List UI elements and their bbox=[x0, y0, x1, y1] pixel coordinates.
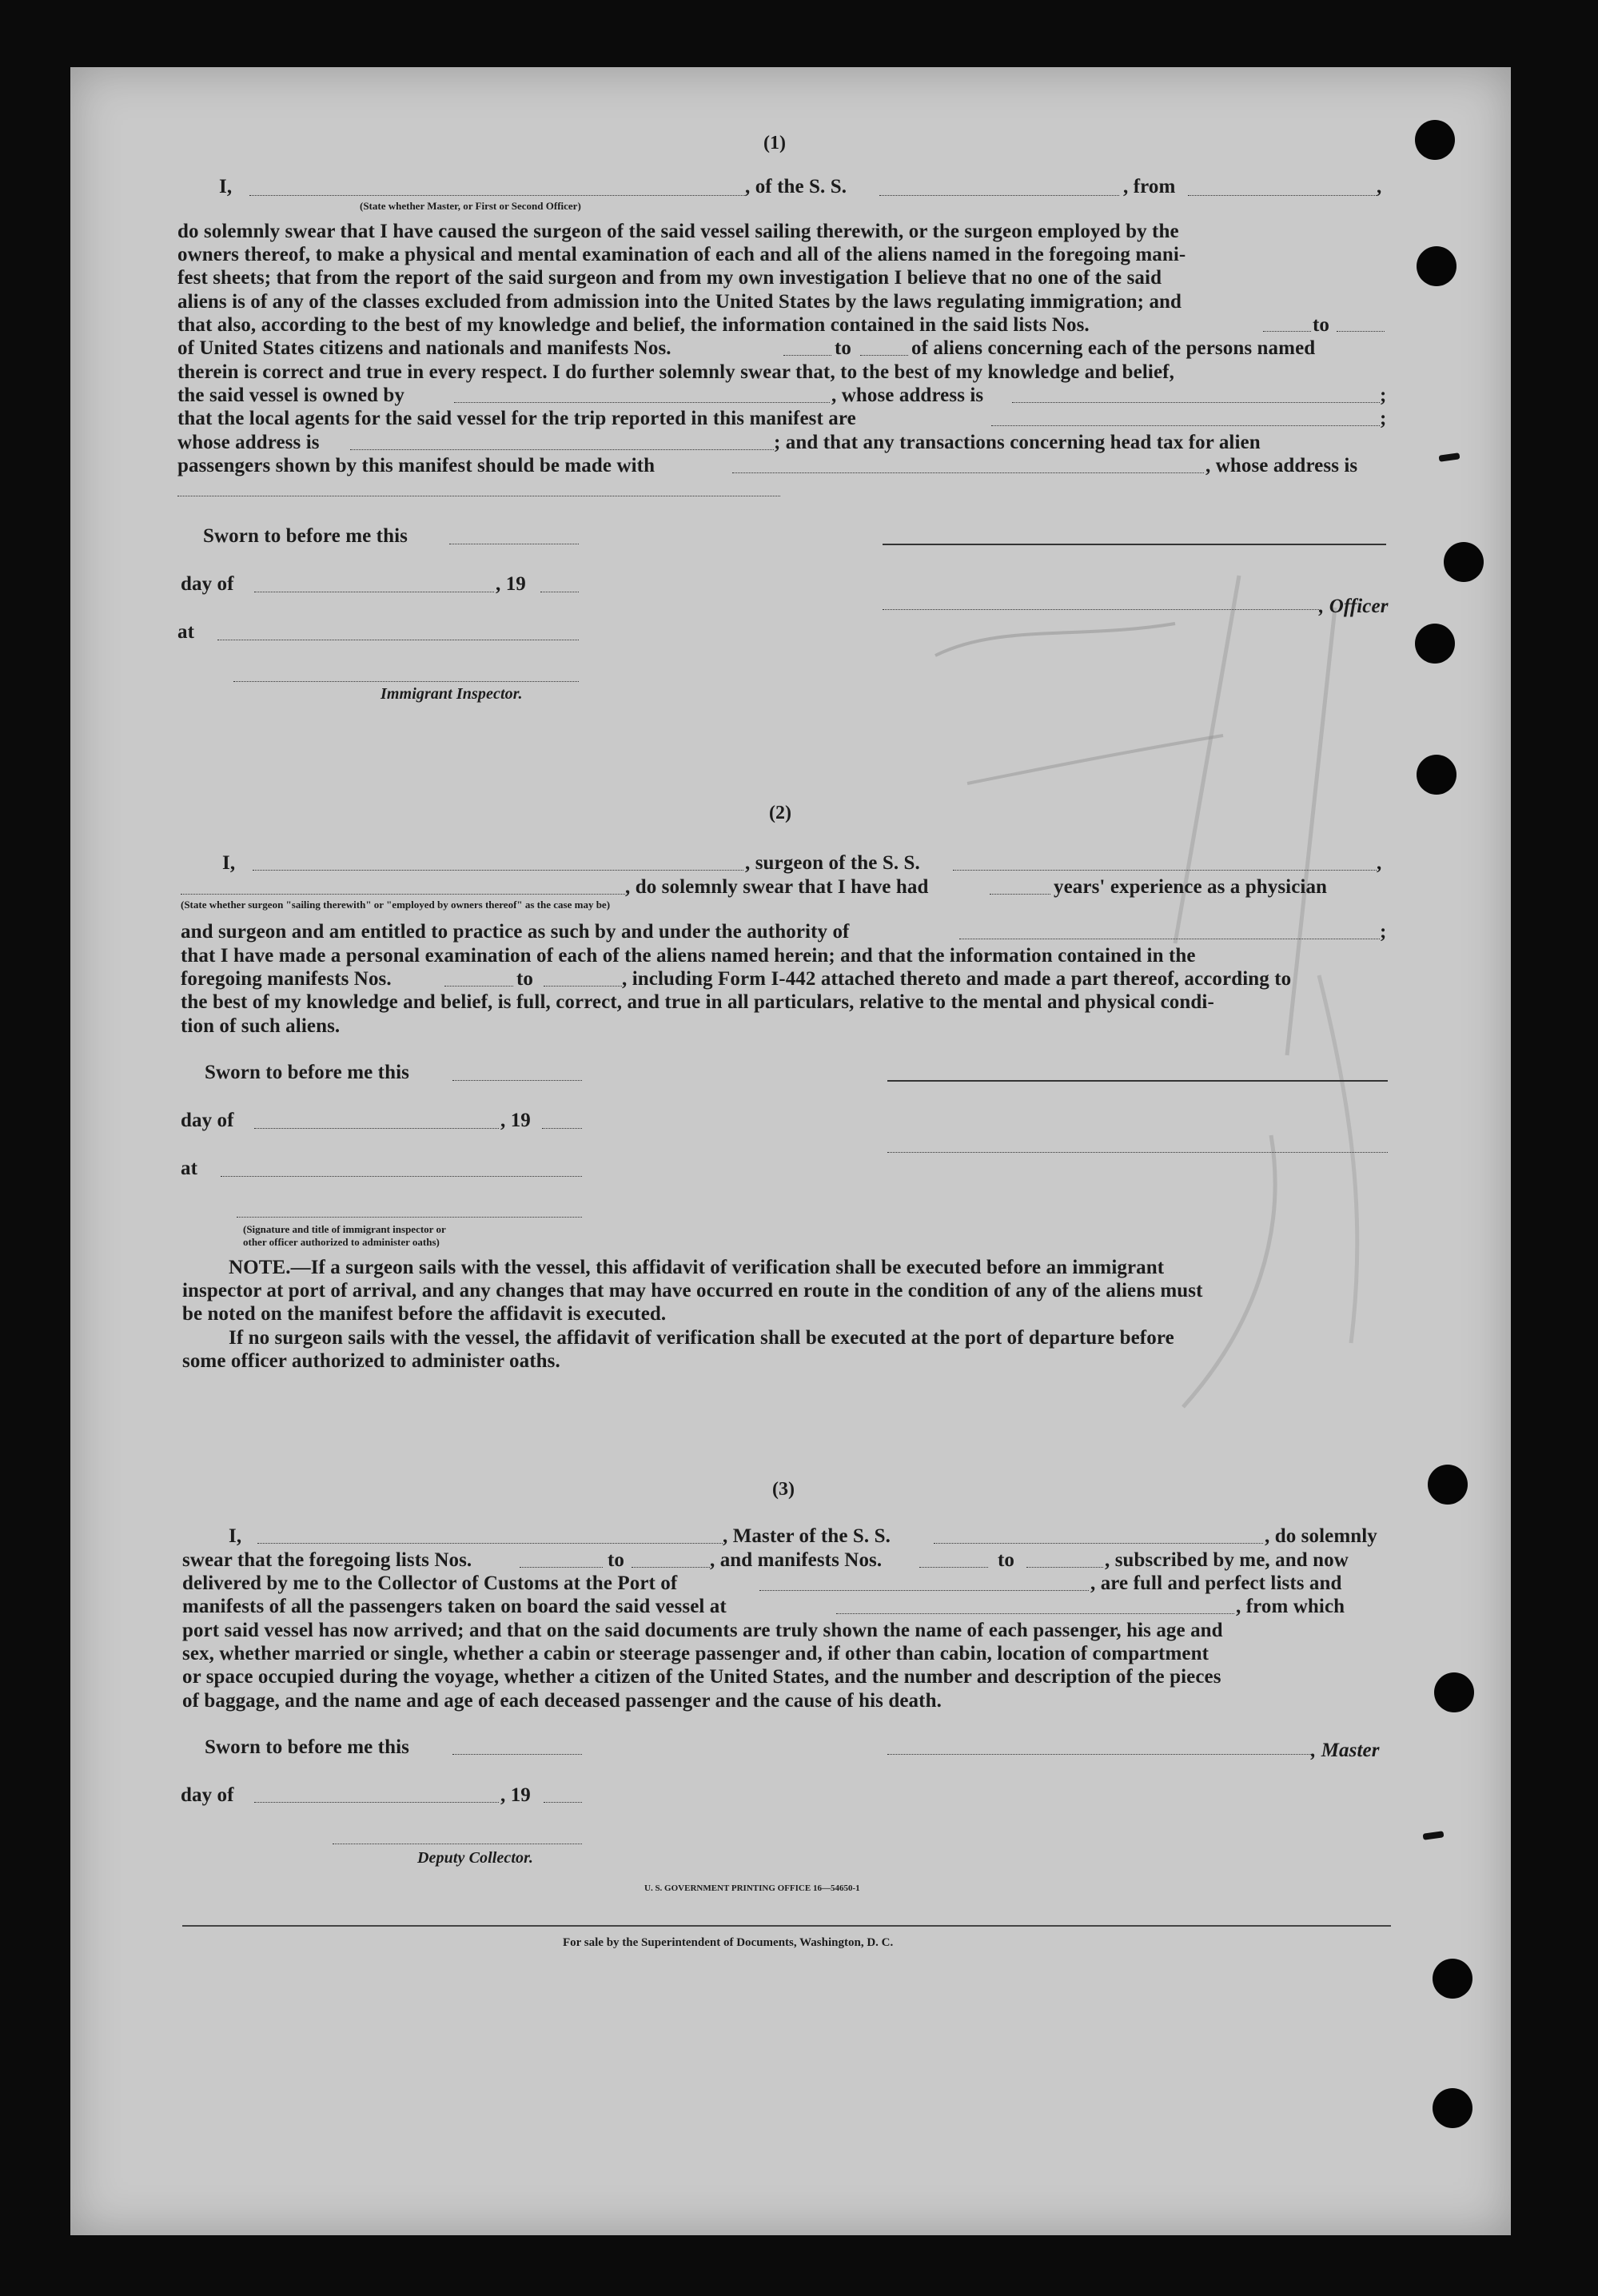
s3-master-name-field[interactable] bbox=[257, 1543, 723, 1544]
s2-note-2: be noted on the manifest before the affidavit is executed. bbox=[182, 1303, 667, 1325]
s3-line-0: port said vessel has now arrived; and that on the said documents are truly shown the name of each passenger, his age and bbox=[182, 1620, 1223, 1641]
s2-years-exp: years' experience as a physician bbox=[1054, 876, 1328, 898]
s3-day-field[interactable] bbox=[254, 1802, 499, 1803]
s3-manifests-all: manifests of all the passengers taken on board the said vessel at bbox=[182, 1596, 727, 1617]
s1-day-of: day of bbox=[181, 573, 234, 595]
s1-agent-address-field[interactable] bbox=[350, 449, 774, 450]
s3-manifests-to-field[interactable] bbox=[1026, 1567, 1103, 1568]
s2-manifest-to-field[interactable] bbox=[544, 986, 622, 987]
s3-year: , 19 bbox=[500, 1784, 531, 1806]
s3-to2: to bbox=[998, 1549, 1015, 1571]
s3-sworn: Sworn to before me this bbox=[205, 1736, 409, 1758]
s2-state-whether-note: (State whether surgeon "sailing therewith" or "employed by owners thereof" as the case may be) bbox=[181, 899, 611, 911]
s1-from: , from bbox=[1123, 176, 1176, 197]
s2-sailing-field[interactable] bbox=[181, 894, 625, 895]
s1-line-9: whose address is bbox=[177, 432, 320, 453]
s1-officer-name-field[interactable] bbox=[249, 195, 745, 196]
s2-surgeon-of: , surgeon of the S. S. bbox=[745, 852, 920, 874]
s3-year-field[interactable] bbox=[544, 1802, 582, 1803]
s2-line-3: the best of my knowledge and belief, is full, correct, and true in all particulars, relative to the mental and physical condi- bbox=[181, 991, 1214, 1013]
s1-owner-field[interactable] bbox=[454, 402, 830, 403]
s1-lists-from-field[interactable] bbox=[1263, 331, 1311, 332]
gpo-imprint: U. S. GOVERNMENT PRINTING OFFICE 16—54650-1 bbox=[644, 1883, 860, 1893]
s3-port-field[interactable] bbox=[759, 1590, 1089, 1591]
s1-inspector-signature-line[interactable] bbox=[233, 681, 579, 682]
s2-sworn: Sworn to before me this bbox=[205, 1062, 409, 1083]
footer-rule bbox=[182, 1925, 1391, 1927]
s3-delivered: delivered by me to the Collector of Customs at the Port of bbox=[182, 1573, 678, 1594]
s3-lists-from-field[interactable] bbox=[520, 1567, 603, 1568]
s1-line-1: owners thereof, to make a physical and mental examination of each and all of the aliens named in the foregoing mani- bbox=[177, 244, 1186, 265]
s3-line-3: of baggage, and the name and age of each deceased passenger and the cause of his death. bbox=[182, 1690, 942, 1712]
s3-lists-to-field[interactable] bbox=[632, 1567, 710, 1568]
s2-note-4: some officer authorized to administer oaths. bbox=[182, 1350, 560, 1372]
s2-years-field[interactable] bbox=[990, 894, 1050, 895]
s1-manifest-to-field[interactable] bbox=[860, 355, 908, 356]
s2-line-0: and surgeon and am entitled to practice as such by and under the authority of bbox=[181, 921, 850, 943]
s2-i-label: I, bbox=[222, 852, 236, 874]
s3-master-label: , Master bbox=[1311, 1740, 1380, 1761]
s3-line-1: sex, whether married or single, whether a cabin or steerage passenger and, if other than cabin, location of compartment bbox=[182, 1643, 1209, 1664]
s1-manifest-from-field[interactable] bbox=[783, 355, 831, 356]
s2-vessel-field[interactable] bbox=[953, 870, 1377, 871]
s1-transactions: ; and that any transactions concerning head tax for alien bbox=[774, 432, 1261, 453]
s3-manifests-from-field[interactable] bbox=[919, 1567, 988, 1568]
s1-line-7: the said vessel is owned by bbox=[177, 385, 404, 406]
s2-year: , 19 bbox=[500, 1110, 531, 1131]
s2-at-field[interactable] bbox=[221, 1176, 582, 1177]
section-2-number: (2) bbox=[769, 803, 791, 823]
s3-subscribed: , subscribed by me, and now bbox=[1105, 1549, 1349, 1571]
s1-vessel-field[interactable] bbox=[879, 195, 1119, 196]
s3-do-solemnly: , do solemnly bbox=[1265, 1525, 1377, 1547]
section-1-number: (1) bbox=[763, 133, 786, 153]
s3-to: to bbox=[608, 1549, 625, 1571]
s1-line-5: of United States citizens and nationals and manifests Nos. bbox=[177, 337, 671, 359]
s1-whose-address: , whose address is bbox=[831, 385, 984, 406]
s2-including: , including Form I-442 attached thereto and made a part thereof, according to bbox=[622, 968, 1292, 990]
s2-inspector-signature-line[interactable] bbox=[237, 1217, 582, 1218]
s3-vessel-field[interactable] bbox=[934, 1543, 1263, 1544]
sale-notice: For sale by the Superintendent of Documents, Washington, D. C. bbox=[563, 1936, 894, 1949]
s3-swear-lists: swear that the foregoing lists Nos. bbox=[182, 1549, 472, 1571]
s2-signature-note-2: other officer authorized to administer oaths) bbox=[243, 1236, 440, 1248]
s1-state-whether-note: (State whether Master, or First or Second Officer) bbox=[360, 200, 581, 212]
s1-local-agents-field[interactable] bbox=[991, 425, 1380, 426]
s1-line-6: therein is correct and true in every respect. I do further solemnly swear that, to the best of my knowledge and belief, bbox=[177, 361, 1174, 383]
s3-and-manifests: , and manifests Nos. bbox=[710, 1549, 883, 1571]
s2-surgeon-signature-line[interactable] bbox=[887, 1080, 1388, 1082]
s2-day-field[interactable] bbox=[254, 1128, 499, 1129]
section-3-number: (3) bbox=[772, 1479, 795, 1500]
s2-manifest-from-field[interactable] bbox=[444, 986, 513, 987]
s1-i-label: I, bbox=[219, 176, 233, 197]
s2-year-field[interactable] bbox=[542, 1128, 582, 1129]
s2-to: to bbox=[516, 968, 534, 990]
s1-inspector-label: Immigrant Inspector. bbox=[381, 685, 523, 703]
s1-sworn: Sworn to before me this bbox=[203, 525, 408, 547]
s1-of-aliens: of aliens concerning each of the persons named bbox=[911, 337, 1316, 359]
s2-signature-note-1: (Signature and title of immigrant inspector or bbox=[243, 1223, 446, 1235]
s1-to-1: to bbox=[1313, 314, 1330, 336]
s2-line-2: foregoing manifests Nos. bbox=[181, 968, 392, 990]
s1-line-2: fest sheets; that from the report of the said surgeon and from my own investigation I believe that no one of the said bbox=[177, 267, 1162, 289]
s1-lists-to-field[interactable] bbox=[1337, 331, 1385, 332]
s1-line-4: that also, according to the best of my knowledge and belief, the information contained in the said lists Nos. bbox=[177, 314, 1090, 336]
s3-sworn-date-field[interactable] bbox=[452, 1754, 582, 1755]
s3-day-of: day of bbox=[181, 1784, 234, 1806]
s3-line-2: or space occupied during the voyage, whether a citizen of the United States, and the number and description of the pieces bbox=[182, 1666, 1221, 1688]
s1-officer-field[interactable] bbox=[883, 609, 1319, 610]
s3-deputy-label: Deputy Collector. bbox=[417, 1849, 534, 1867]
s2-day-of: day of bbox=[181, 1110, 234, 1131]
s2-at: at bbox=[181, 1158, 198, 1179]
s3-embark-port-field[interactable] bbox=[836, 1613, 1234, 1614]
s2-note-0: NOTE.—If a surgeon sails with the vessel, this affidavit of verification shall be executed before an immigrant bbox=[229, 1257, 1165, 1278]
s1-line-8: that the local agents for the said vessel for the trip reported in this manifest are bbox=[177, 408, 856, 429]
s2-swear-had: , do solemnly swear that I have had bbox=[625, 876, 929, 898]
s1-to-2: to bbox=[835, 337, 852, 359]
s3-full-perfect: , are full and perfect lists and bbox=[1090, 1573, 1342, 1594]
s2-sworn-date-field[interactable] bbox=[452, 1080, 582, 1081]
s1-whose-address-end: , whose address is bbox=[1205, 455, 1358, 476]
s2-note-3: If no surgeon sails with the vessel, the affidavit of verification shall be executed at the port of departure before bbox=[229, 1327, 1174, 1349]
s1-officer-signature-line[interactable] bbox=[883, 544, 1386, 545]
s3-i-label: I, bbox=[229, 1525, 242, 1547]
s1-head-tax-field[interactable] bbox=[732, 472, 1204, 473]
s1-year: , 19 bbox=[496, 573, 526, 595]
s1-owner-address-field[interactable] bbox=[1012, 402, 1380, 403]
s3-master-of: , Master of the S. S. bbox=[723, 1525, 891, 1547]
s1-line-0: do solemnly swear that I have caused the surgeon of the said vessel sailing therewith, or the surgeon employed by the bbox=[177, 221, 1179, 242]
s1-at: at bbox=[177, 621, 195, 643]
s3-master-signature-line[interactable] bbox=[887, 1754, 1311, 1755]
s2-title-field[interactable] bbox=[887, 1152, 1388, 1153]
s1-line-10: passengers shown by this manifest should be made with bbox=[177, 455, 656, 476]
s2-surgeon-name-field[interactable] bbox=[253, 870, 743, 871]
s2-line-1: that I have made a personal examination of each of the aliens named herein; and that the information contained in the bbox=[181, 945, 1196, 967]
s1-of-ss: , of the S. S. bbox=[745, 176, 847, 197]
s2-note-1: inspector at port of arrival, and any changes that may have occurred en route in the condition of any of the aliens must bbox=[182, 1280, 1203, 1301]
s1-line-3: aliens is of any of the classes excluded from admission into the United States by the laws regulating immigration; and bbox=[177, 291, 1182, 313]
s1-from-field[interactable] bbox=[1188, 195, 1377, 196]
s1-officer-label: , Officer bbox=[1319, 596, 1389, 617]
s3-from-which: , from which bbox=[1236, 1596, 1345, 1617]
s2-line-4: tion of such aliens. bbox=[181, 1015, 341, 1037]
